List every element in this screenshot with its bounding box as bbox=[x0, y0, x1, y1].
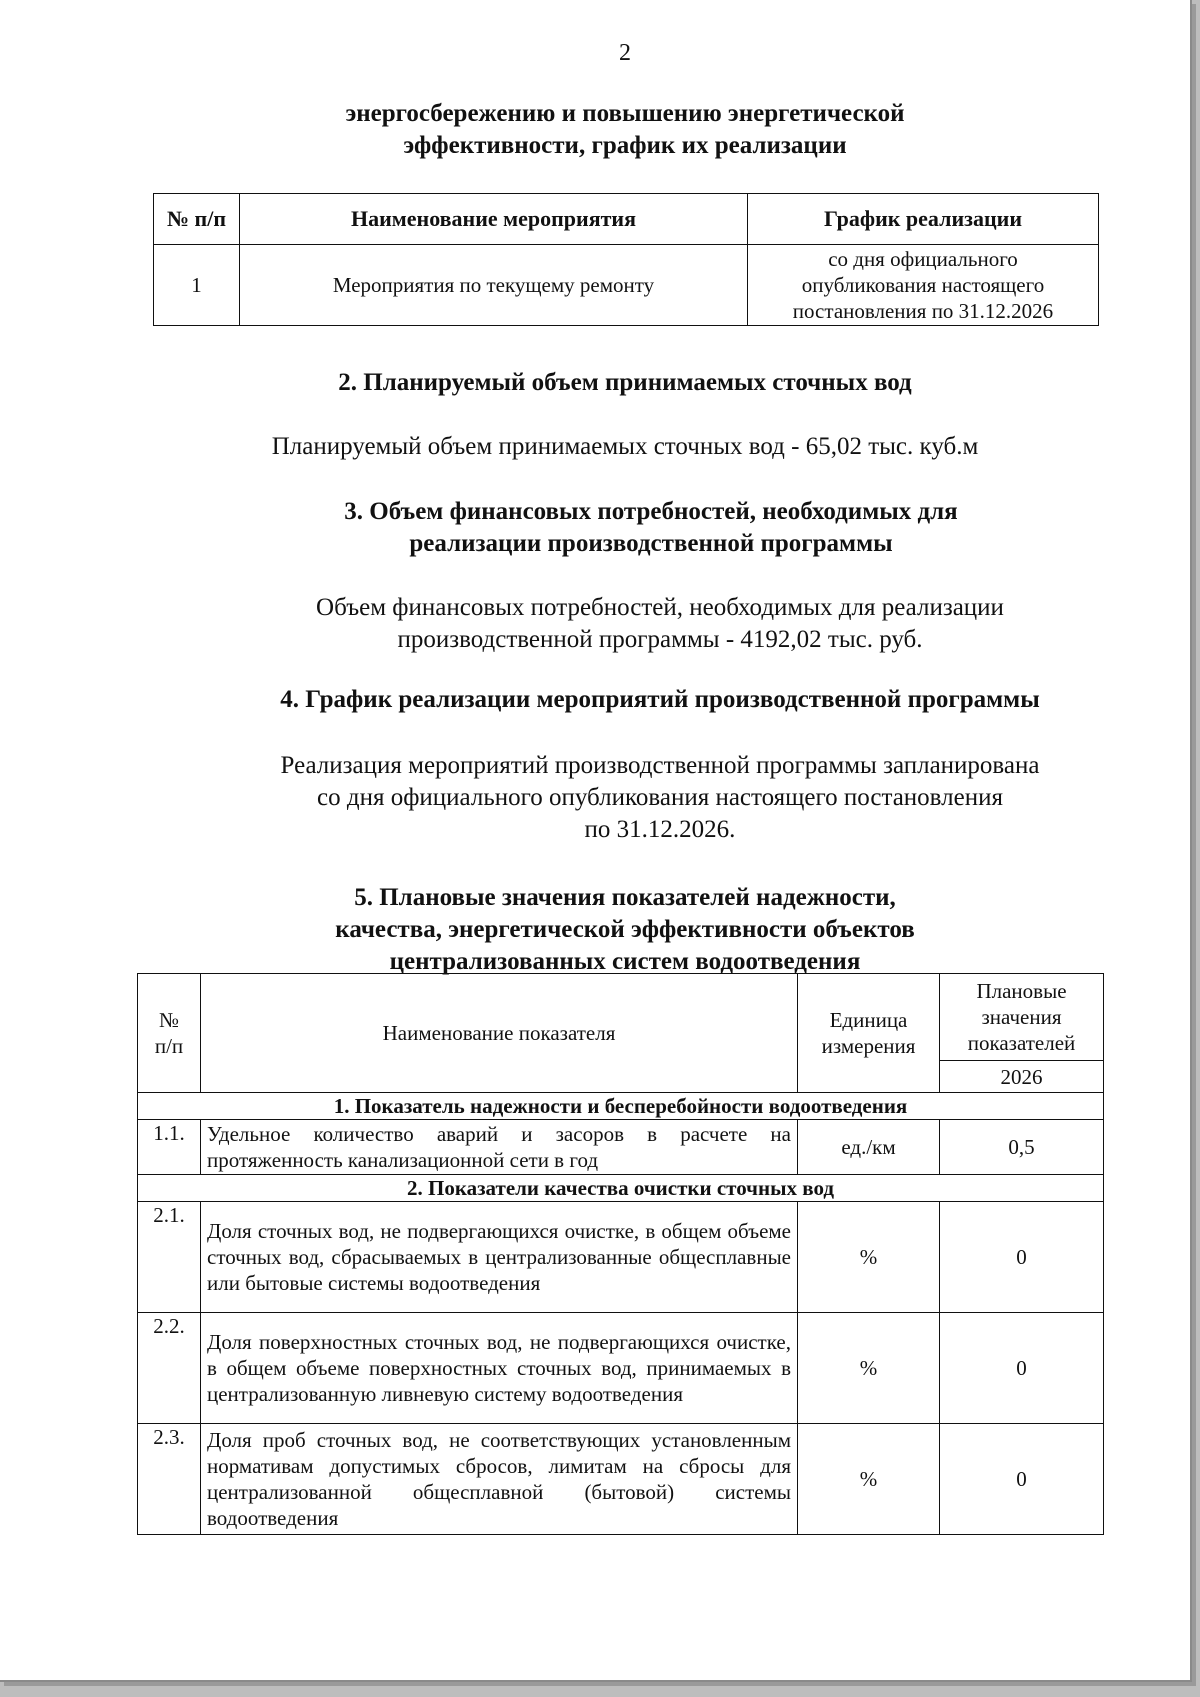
header-schedule: График реализации bbox=[748, 194, 1099, 245]
row-value: 0 bbox=[940, 1202, 1104, 1313]
row-num: 2.3. bbox=[138, 1424, 201, 1535]
section3-text-line1: Объем финансовых потребностей, необходимых для реализации bbox=[316, 594, 1004, 621]
header-indicator-name: Наименование показателя bbox=[201, 974, 798, 1093]
table-row bbox=[138, 1313, 1104, 1424]
section4-text-line1: Реализация мероприятий производственной программы запланирована bbox=[280, 752, 1040, 779]
section2-title: 2. Показатели качества очистки сточных вод bbox=[138, 1175, 1104, 1202]
row-activity-name: Мероприятия по текущему ремонту bbox=[240, 245, 748, 326]
row-value: 0,5 bbox=[940, 1120, 1104, 1175]
intro-heading-line1: энергосбережению и повышению энергетической bbox=[345, 100, 905, 127]
row-unit: % bbox=[798, 1202, 940, 1313]
row-value: 0 bbox=[940, 1424, 1104, 1535]
indicators-table bbox=[137, 973, 1104, 1535]
activities-table-header bbox=[154, 194, 1099, 245]
table-row bbox=[138, 1120, 1104, 1175]
section4-text-line2: со дня официального опубликования настоящего постановления bbox=[317, 784, 1003, 811]
table-row bbox=[138, 1424, 1104, 1535]
activities-table bbox=[153, 193, 1099, 326]
row-schedule-line2: опубликования настоящего bbox=[801, 273, 1045, 297]
row-schedule-line3: постановления по 31.12.2026 bbox=[792, 299, 1054, 323]
header-unit-line2: измерения bbox=[821, 1034, 916, 1058]
row-num: 1 bbox=[154, 245, 240, 326]
section4-text bbox=[0, 750, 1192, 846]
section4-heading: 4. График реализации мероприятий производственной программы bbox=[280, 686, 1040, 713]
section1-title: 1. Показатель надежности и бесперебойности водоотведения bbox=[138, 1093, 1104, 1120]
section2-text: Планируемый объем принимаемых сточных вод - 65,02 тыс. куб.м bbox=[271, 433, 979, 460]
section3-heading-line1: 3. Объем финансовых потребностей, необходимых для bbox=[344, 498, 958, 525]
row-value: 0 bbox=[940, 1313, 1104, 1424]
section4-text-line3: по 31.12.2026. bbox=[584, 816, 736, 843]
header-num bbox=[138, 974, 201, 1093]
section5-heading-line2: качества, энергетической эффективности объектов bbox=[335, 916, 915, 943]
intro-heading-line2: эффективности, график их реализации bbox=[403, 132, 847, 159]
row-indicator-name: Доля сточных вод, не подвергающихся очистке, в общем объеме сточных вод, сбрасываемых в централизованные общесплавные или бытовые системы водоотведения bbox=[201, 1202, 798, 1313]
row-num: 2.2. bbox=[138, 1313, 201, 1424]
intro-heading bbox=[0, 98, 1192, 162]
row-schedule-line1: со дня официального bbox=[828, 247, 1018, 271]
row-unit: ед./км bbox=[798, 1120, 940, 1175]
row-schedule bbox=[748, 245, 1099, 326]
header-num-line1: № bbox=[158, 1008, 180, 1032]
row-unit: % bbox=[798, 1424, 940, 1535]
row-indicator-name: Доля поверхностных сточных вод, не подвергающихся очистке, в общем объеме поверхностных сточных вод, принимаемых в централизованную ливневую систему водоотведения bbox=[201, 1313, 798, 1424]
header-planned-line3: показателей bbox=[967, 1031, 1076, 1056]
section-row bbox=[138, 1093, 1104, 1120]
row-unit: % bbox=[798, 1313, 940, 1424]
table-row bbox=[138, 1202, 1104, 1313]
header-unit bbox=[798, 974, 940, 1093]
row-indicator-name: Удельное количество аварий и засоров в расчете на протяженность канализационной сети в год bbox=[201, 1120, 798, 1175]
header-num: № п/п bbox=[154, 194, 240, 245]
row-indicator-name: Доля проб сточных вод, не соответствующих установленным нормативам допустимых сбросов, лимитам на сбросы для централизованной общесплавной (бытовой) системы водоотведения bbox=[201, 1424, 798, 1535]
row-num: 2.1. bbox=[138, 1202, 201, 1313]
header-year: 2026 bbox=[940, 1061, 1104, 1093]
row-num: 1.1. bbox=[138, 1120, 201, 1175]
section3-heading-line2: реализации производственной программы bbox=[409, 530, 893, 557]
header-unit-line1: Единица bbox=[829, 1008, 908, 1032]
indicators-header-row bbox=[138, 974, 1104, 1061]
page-number: 2 bbox=[619, 40, 631, 66]
header-planned-line2: значения bbox=[981, 1005, 1062, 1030]
section5-heading bbox=[0, 882, 1192, 978]
header-num-line2: п/п bbox=[154, 1034, 184, 1058]
section2-heading: 2. Планируемый объем принимаемых сточных вод bbox=[338, 369, 912, 396]
header-planned-line1: Плановые bbox=[976, 979, 1067, 1004]
section3-text-line2: производственной программы - 4192,02 тыс. руб. bbox=[397, 626, 923, 653]
header-activity-name: Наименование мероприятия bbox=[240, 194, 748, 245]
section-row bbox=[138, 1175, 1104, 1202]
header-planned-values bbox=[940, 974, 1104, 1061]
section5-heading-line1: 5. Плановые значения показателей надежности, bbox=[354, 884, 896, 911]
section5-heading-line3: централизованных систем водоотведения bbox=[389, 948, 861, 975]
table-row bbox=[154, 245, 1099, 326]
section3-text bbox=[0, 592, 1192, 656]
section3-heading bbox=[0, 496, 1192, 560]
